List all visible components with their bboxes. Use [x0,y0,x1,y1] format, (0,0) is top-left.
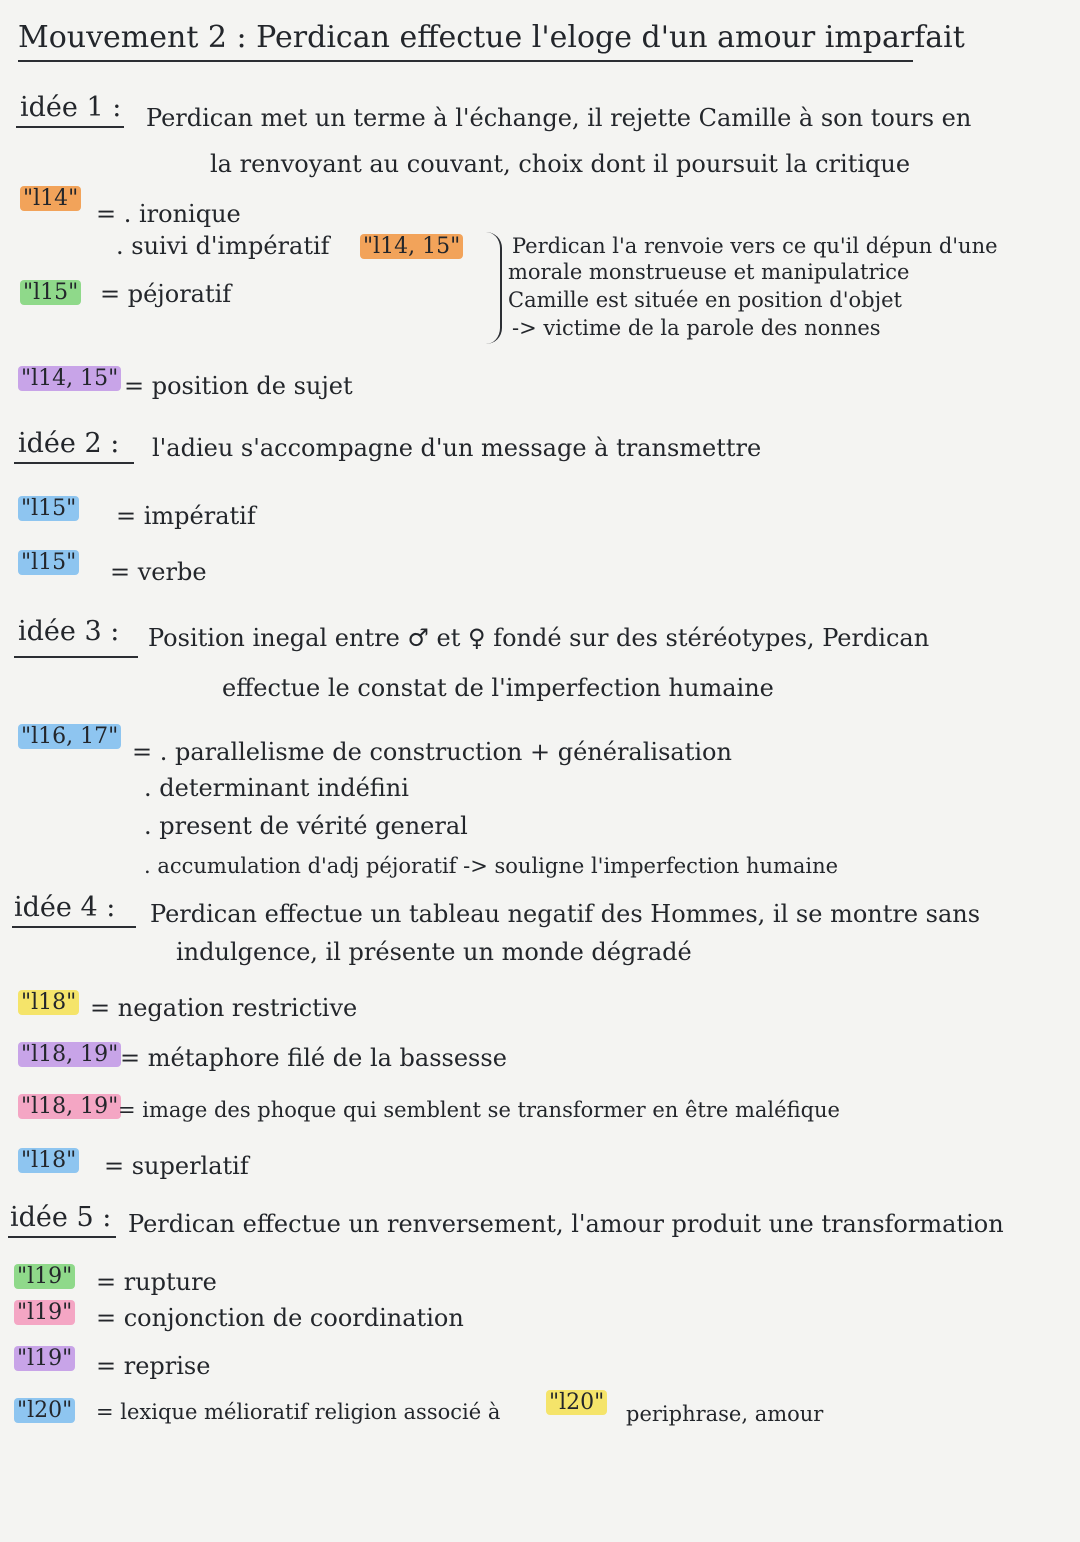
annotation: = reprise [96,1352,211,1380]
annotation: = conjonction de coordination [96,1304,464,1332]
idea-1-line-2: la renvoyant au couvant, choix dont il poursuit la critique [210,150,911,178]
line-ref: "l15" [20,280,81,305]
annotation: = . ironique [96,200,241,228]
annotation: = péjoratif [100,280,232,308]
idea-1-underline [16,126,124,128]
line-ref: "l19" [14,1300,75,1325]
annotation: . determinant indéfini [144,774,409,802]
line-ref: "l16, 17" [18,724,121,749]
idea-4-label: idée 4 : [14,892,116,923]
page-title: Mouvement 2 : Perdican effectue l'eloge d'un amour imparfait [18,20,965,55]
idea-2-text: l'adieu s'accompagne d'un message à transmettre [152,434,762,462]
idea-4-line-1: Perdican effectue un tableau negatif des Hommes, il se montre sans [150,900,981,928]
line-ref: "l18, 19" [18,1042,121,1067]
title-underline [18,60,913,62]
line-ref: "l15" [18,550,79,575]
line-ref: "l18" [18,1148,79,1173]
line-ref: "l14" [20,186,81,211]
brace [486,232,502,344]
annotation: . present de vérité general [144,812,468,840]
idea-5-line-1: Perdican effectue un renversement, l'amour produit une transformation [128,1210,1004,1238]
idea-2-underline [14,462,134,464]
annotation: periphrase, amour [626,1402,824,1426]
idea-1-line-1: Perdican met un terme à l'échange, il rejette Camille à son tours en [146,104,972,132]
brace-note: -> victime de la parole des nonnes [512,316,881,340]
annotation: = image des phoque qui semblent se transformer en être maléfique [118,1098,840,1122]
idea-5-underline [8,1236,116,1238]
annotation: = negation restrictive [90,994,358,1022]
annotation: = rupture [96,1268,217,1296]
idea-5-label: idée 5 : [10,1202,112,1233]
idea-3-line-2: effectue le constat de l'imperfection humaine [222,674,774,702]
line-ref: "l19" [14,1264,75,1289]
annotation: = superlatif [104,1152,249,1180]
idea-3-underline [14,656,138,658]
annotation: = position de sujet [124,372,353,400]
idea-4-underline [12,926,136,928]
brace-note: morale monstrueuse et manipulatrice [508,260,910,284]
line-ref: "l18, 19" [18,1094,121,1119]
line-ref: "l20" [14,1398,75,1423]
brace-note: Camille est située en position d'objet [508,288,902,312]
annotation: = verbe [110,558,207,586]
annotation: = métaphore filé de la bassesse [120,1044,507,1072]
annotation: = . parallelisme de construction + généralisation [132,738,732,766]
line-ref: "l14, 15" [18,366,121,391]
line-ref: "l20" [546,1390,607,1415]
line-ref: "l15" [18,496,79,521]
idea-3-line-1: Position inegal entre ♂ et ♀ fondé sur des stéréotypes, Perdican [148,624,930,652]
idea-3-label: idée 3 : [18,616,120,647]
annotation: = impératif [116,502,256,530]
idea-4-line-2: indulgence, il présente un monde dégradé [176,938,692,966]
line-ref: "l19" [14,1346,75,1371]
annotation: . suivi d'impératif [116,232,330,260]
line-ref: "l18" [18,990,79,1015]
brace-note: Perdican l'a renvoie vers ce qu'il dépun d'une [512,234,998,258]
annotation: = lexique mélioratif religion associé à [96,1400,501,1424]
line-ref: "l14, 15" [360,234,463,259]
idea-1-label: idée 1 : [20,92,122,123]
annotation: . accumulation d'adj péjoratif -> souligne l'imperfection humaine [144,854,839,878]
idea-2-label: idée 2 : [18,428,120,459]
